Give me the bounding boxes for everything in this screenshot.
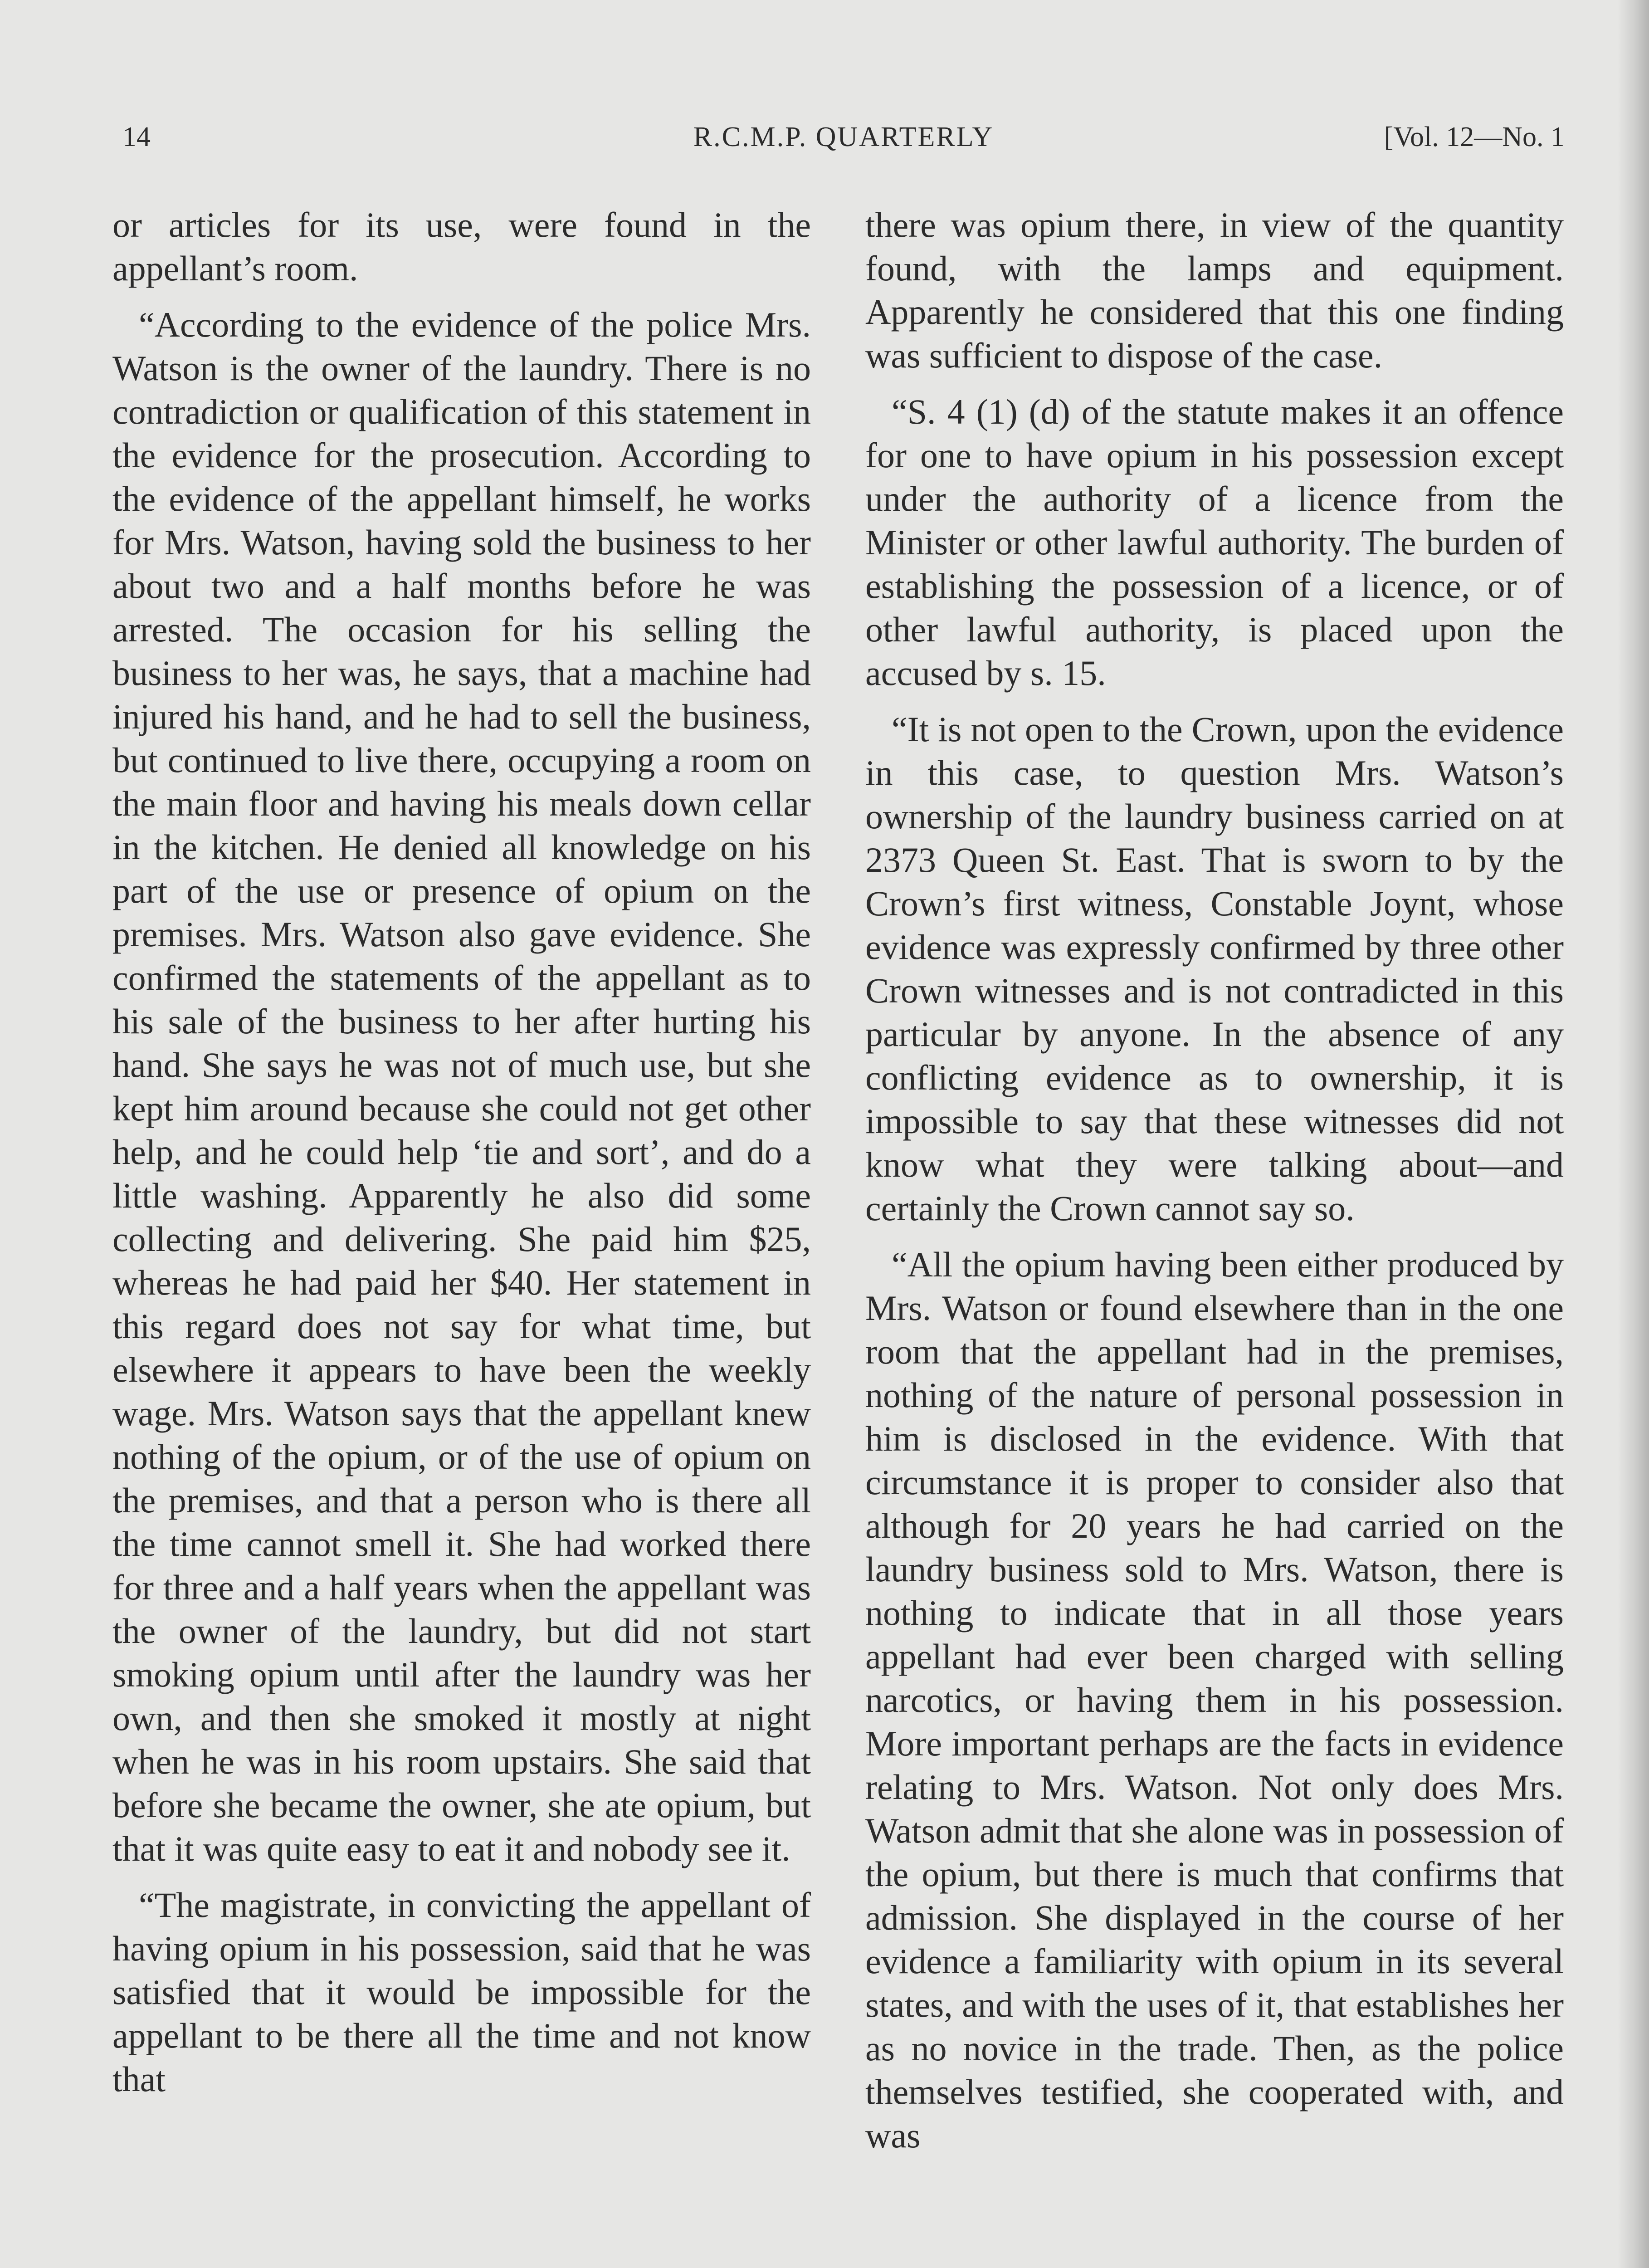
paragraph: there was opium there, in view of the quantity found, with the lamps and equipment. Apparently he considered that this one finding was sufficient to dispose of the case. — [865, 205, 1564, 375]
left-column — [112, 203, 811, 2114]
paragraph: “According to the evidence of the police Mrs. Watson is the owner of the laundry. There is no contradiction or qualification of this statement in the evidence for the prosecution. According to the evidence of the appellant himself, he works for Mrs. Watson, having sold the business to her about two and a half months before he was arrested. The occasion for his selling the business to her was, he says, that a machine had injured his hand, and he had to sell the business, but continued to live there, occupying a room on the main floor and having his meals down cellar in the kitchen. He denied all knowledge on his part of the use or presence of opium on the premises. Mrs. Watson also gave evidence. She confirmed the statements of the appellant as to his sale of the business to her after hurting his hand. She says he was not of much use, but she kept him around because she could not get other help, and he could help ‘tie and sort’, and do a little washing. Apparently he also did some collecting and delivering. She paid him $25, whereas he had paid her $40. Her statement in this regard does not say for what time, but elsewhere it appears to have been the weekly wage. Mrs. Watson says that the appellant knew nothing of the opium, or of the use of opium on the premises, and that a person who is there all the time cannot smell it. She had worked there for three and a half years when the appellant was the owner of the laundry, but did not start smoking opium until after the laundry was her own, and then she smoked it mostly at night when he was in his room upstairs. She said that before she became the owner, she ate opium, but that it was quite easy to eat it and nobody see it. — [112, 305, 811, 1868]
page-edge-shadow — [1617, 0, 1649, 2268]
page-number: 14 — [122, 122, 151, 152]
issue-info: [Vol. 12—No. 1 — [1384, 122, 1565, 152]
paragraph: “All the opium having been either produced by Mrs. Watson or found elsewhere than in the one room that the appellant had in the premises, nothing of the nature of personal possession in him is disclosed in the evidence. With that circumstance it is proper to consider also that although for 20 years he had carried on the laundry business sold to Mrs. Watson, there is nothing to indicate that in all those years appellant had ever been charged with selling narcotics, or having them in his possession. More important perhaps are the facts in evidence relating to Mrs. Watson. Not only does Mrs. Watson admit that she alone was in possession of the opium, but there is much that confirms that admission. She displayed in the course of her evidence a familiarity with opium in its several states, and with the uses of it, that establishes her as no novice in the trade. Then, as the police themselves testified, she cooperated with, and was — [865, 1245, 1564, 2155]
paragraph: “S. 4 (1) (d) of the statute makes it an offence for one to have opium in his possession except under the authority of a licence from the Minister or other lawful authority. The burden of establishing the possession of a licence, or of other lawful authority, is placed upon the accused by s. 15. — [865, 392, 1564, 693]
right-column — [865, 203, 1564, 2170]
journal-title: R.C.M.P. QUARTERLY — [693, 122, 994, 152]
paragraph: “The magistrate, in convicting the appellant of having opium in his possession, said that he was satisfied that it would be impossible for the appellant to be there all the time and not know that — [112, 1885, 811, 2099]
running-header — [122, 119, 1565, 155]
paragraph: or articles for its use, were found in the appellant’s room. — [112, 205, 811, 288]
paragraph: “It is not open to the Crown, upon the evidence in this case, to question Mrs. Watson’s ownership of the laundry business carried on at 2373 Queen St. East. That is sworn to by the Crown’s first witness, Constable Joynt, whose evidence was expressly confirmed by three other Crown witnesses and is not contradicted in this particular by anyone. In the absence of any conflicting evidence as to ownership, it is impossible to say that these witnesses did not know what they were talking about—and certainly the Crown cannot say so. — [865, 709, 1564, 1228]
